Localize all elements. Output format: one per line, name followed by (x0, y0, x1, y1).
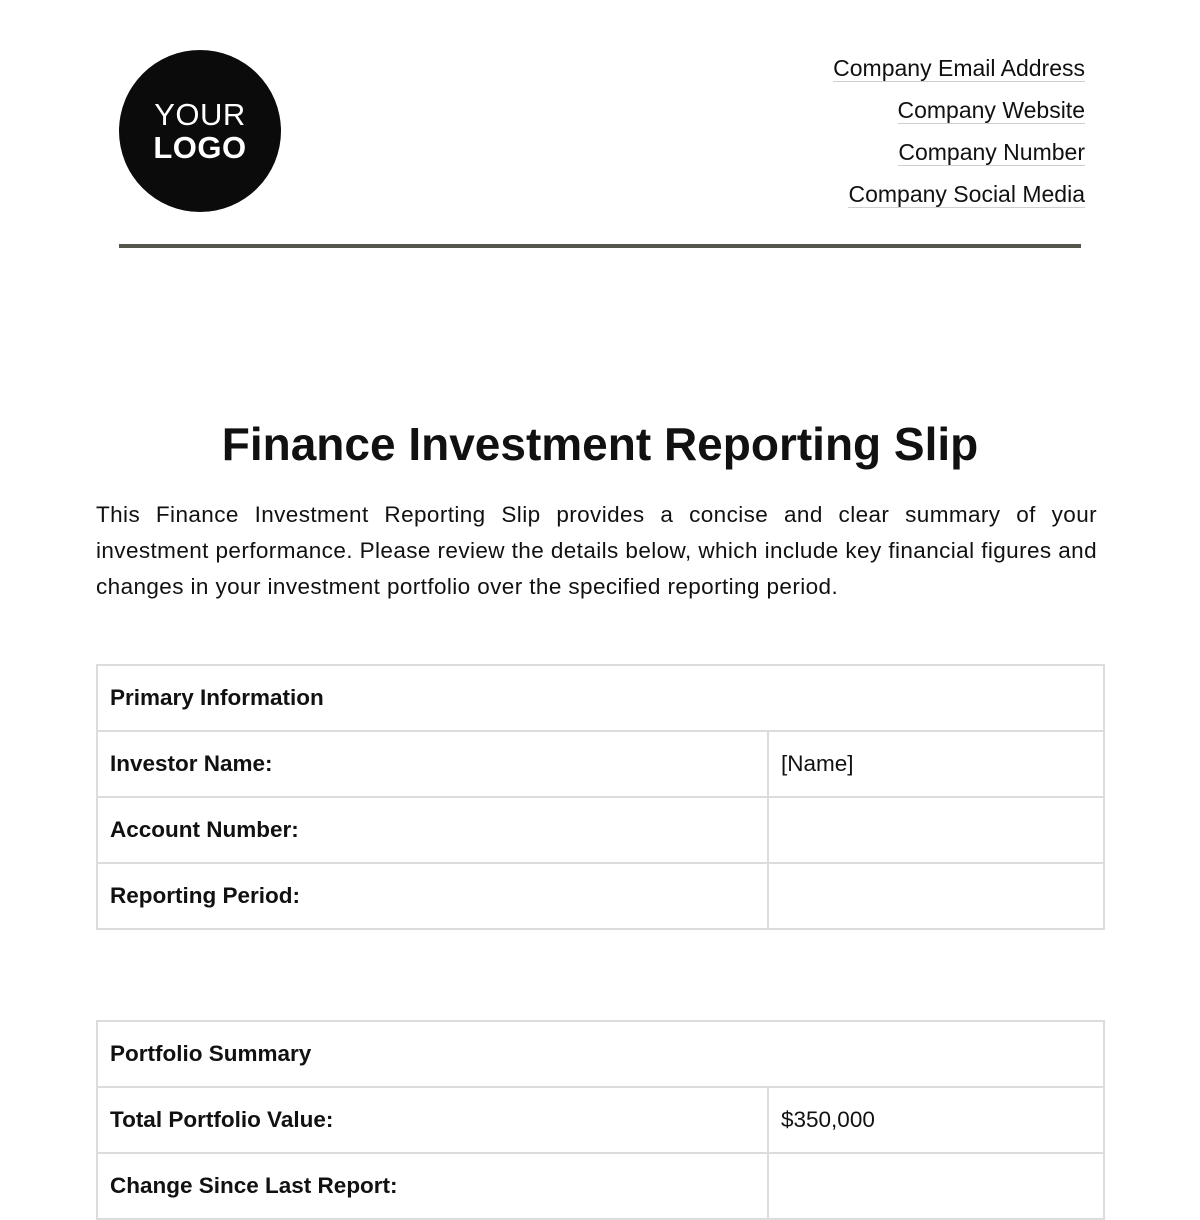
reporting-period-value[interactable] (768, 863, 1104, 929)
intro-paragraph: This Finance Investment Reporting Slip provides a concise and clear summary of your investment performance. Please review the details below, which include key financial figures and changes in your investment portfolio over the specified reporting period. (96, 502, 1097, 599)
logo-text-line1: YOUR (154, 97, 246, 132)
primary-information-heading: Primary Information (97, 665, 1104, 731)
account-number-label: Account Number: (97, 797, 768, 863)
table-row (97, 797, 1104, 863)
investor-name-label: Investor Name: (97, 731, 768, 797)
table-row (97, 863, 1104, 929)
table-row (97, 1153, 1104, 1219)
table-row (97, 731, 1104, 797)
reporting-period-label: Reporting Period: (97, 863, 768, 929)
company-logo (119, 50, 281, 212)
document-title: Finance Investment Reporting Slip (221, 418, 979, 470)
change-since-last-report-value[interactable] (768, 1153, 1104, 1219)
table-row (97, 1087, 1104, 1153)
investor-name-value[interactable]: [Name] (768, 731, 1104, 797)
change-since-last-report-label: Change Since Last Report: (97, 1153, 768, 1219)
total-portfolio-value-value[interactable]: $350,000 (768, 1087, 1104, 1153)
company-email: Company Email Address (833, 55, 1085, 81)
portfolio-summary-heading: Portfolio Summary (97, 1021, 1104, 1087)
total-portfolio-value-label: Total Portfolio Value: (97, 1087, 768, 1153)
primary-information-table (96, 664, 1105, 930)
portfolio-summary-table (96, 1020, 1105, 1220)
account-number-value[interactable] (768, 797, 1104, 863)
company-social-media: Company Social Media (848, 181, 1085, 207)
table-header-row (97, 1021, 1104, 1087)
company-contact-block (833, 54, 1085, 222)
company-website: Company Website (897, 97, 1085, 123)
logo-text-line2: LOGO (153, 130, 247, 165)
company-number: Company Number (898, 139, 1085, 165)
header-divider (119, 244, 1081, 248)
table-header-row (97, 665, 1104, 731)
